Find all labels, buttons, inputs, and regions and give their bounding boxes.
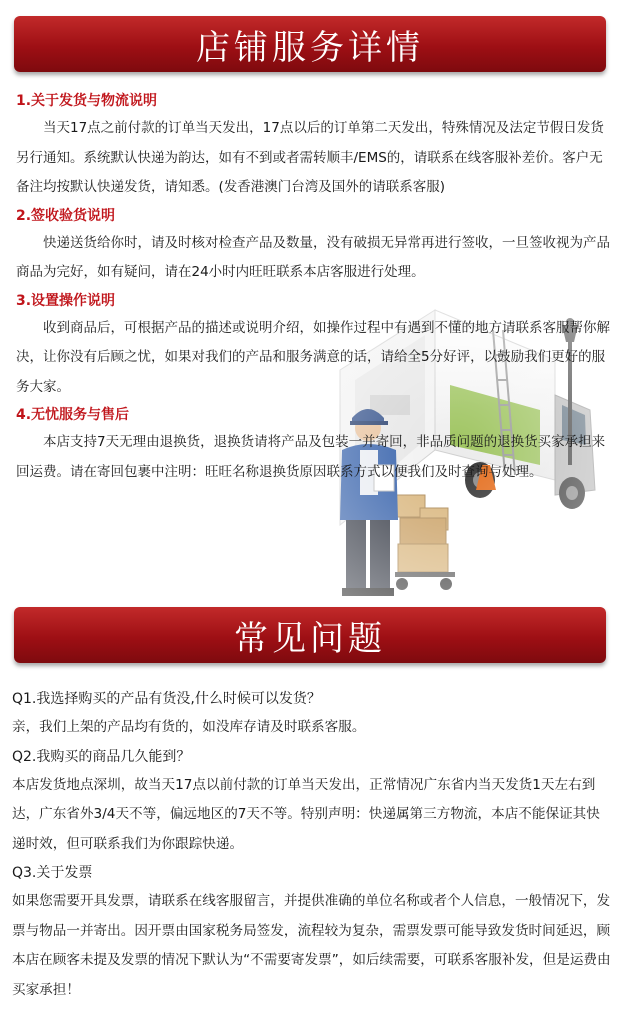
- faq-banner-title: 常见问题: [234, 618, 386, 659]
- section-body-operation: 收到商品后，可根据产品的描述或说明介绍，如操作过程中有遇到不懂的地方请联系客服帮你解决，让你没有后顾之忧，如果对我们的产品和服务满意的话，请给全5分好评，以鼓励我们更好的服务大家。: [16, 319, 610, 395]
- banner-title: 店铺服务详情: [196, 27, 424, 68]
- section-heading-shipping: 1.关于发货与物流说明: [16, 93, 158, 109]
- faq-answer-3: 如果您需要开具发票，请联系在线客服留言，并提供准确的单位名称或者个人信息，一般情况下，发票与物品一并寄出。因开票由国家税务局签发，流程较为复杂，需票发票可能导致发货时间延迟，顾本店在顾客未提及发票的情况下默认为“不需要寄发票”，如后续需要，可联系客服补发，但是运费由买家承担！: [12, 893, 611, 998]
- section-heading-receipt-check: 2.签收验货说明: [16, 207, 116, 224]
- faq-banner: [14, 607, 606, 663]
- section-body-receipt-check: 快递送货给你时，请及时核对检查产品及数量，没有破损无异常再进行签收，一旦签收视为产品商品为完好，如有疑问，请在24小时内旺旺联系本店客服进行处理。: [16, 234, 610, 280]
- faq-question-3: Q3.关于发票: [12, 865, 93, 881]
- faq-answer-2: 本店发货地点深圳，故当天17点以前付款的订单当天发出，正常情况广东省内当天发货1天左右到达，广东省外3/4天不等，偏远地区的7天不等。特别声明：快递属第三方物流，本店不能保证其快递时效，但可联系我们为你跟踪快递。: [12, 776, 600, 852]
- section-heading-after-sales: 4.无忧服务与售后: [16, 407, 130, 423]
- store-service-banner: [14, 16, 606, 72]
- faq-question-2: Q2.我购买的商品几久能到？: [12, 748, 191, 765]
- section-heading-operation: 3.设置操作说明: [16, 292, 116, 309]
- faq-answer-1: 亲，我们上架的产品均有货的，如没库存请及时联系客服。: [12, 719, 366, 735]
- faq-question-1: Q1.我选择购买的产品有货没,什么时候可以发货？: [12, 691, 321, 707]
- service-details-section: [16, 88, 616, 487]
- section-body-shipping: 当天17点之前付款的订单当天发出，17点以后的订单第二天发出，特殊情况及法定节假日发货另行通知。系统默认快递为韵达，如有不到或者需转顺丰/EMS的，请联系在线客服补差价。客户无备注均按默认快递发货，请知悉。(发香港澳门台湾及国外的请联系客服): [16, 120, 604, 195]
- faq-section: [12, 685, 612, 1005]
- section-body-after-sales: 本店支持7天无理由退换货，退换货请将产品及包装一并寄回，非品质问题的退换货买家承担来回运费。请在寄回包裹中注明：旺旺名称退换货原因联系方式以便我们及时查询与处理。: [16, 434, 606, 480]
